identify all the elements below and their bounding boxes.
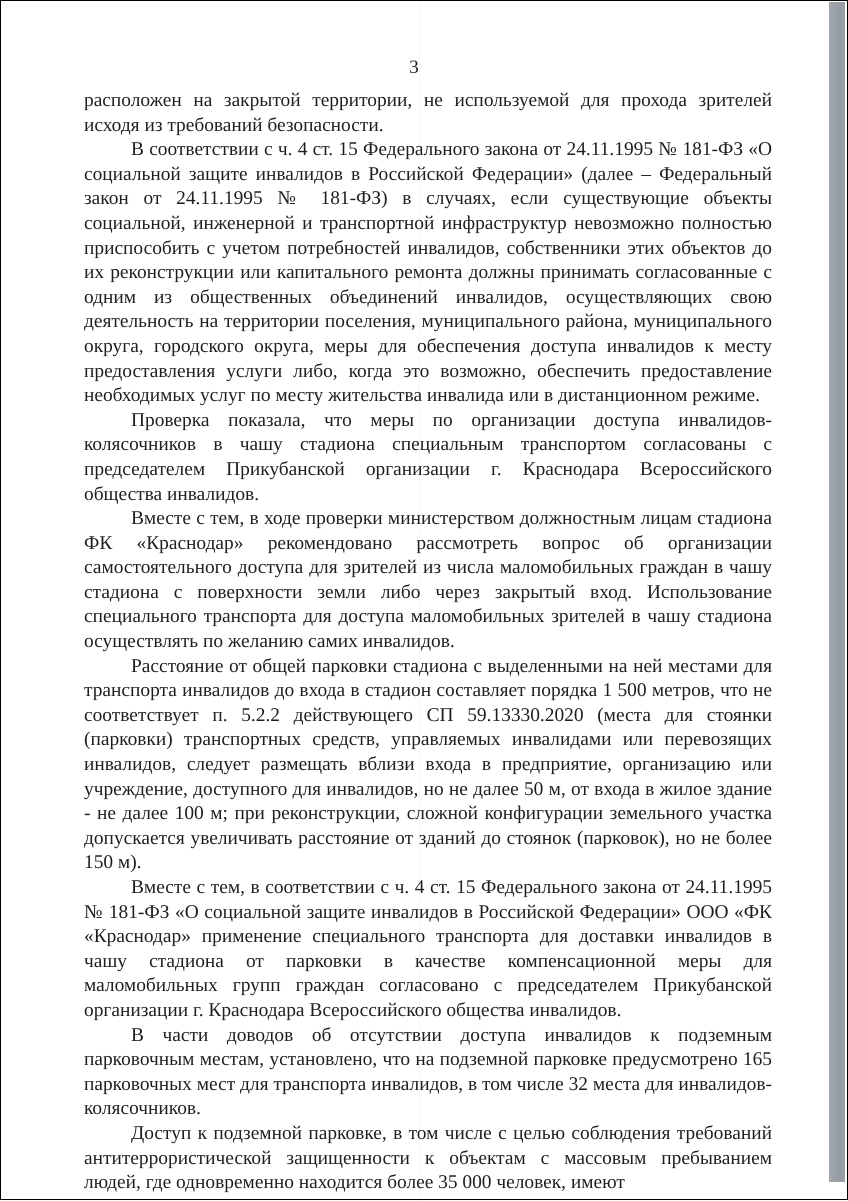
paragraph-continuation: расположен на закрытой территории, не используемой для прохода зрителей исходя из требований безопасности. <box>84 90 772 136</box>
paragraph-compensation-measure: Вместе с тем, в соответствии с ч. 4 ст. 15 Федерального закона от 24.11.1995 № 181-ФЗ «О социальной защите инвалидов в Российской Федерации» ООО «ФК «Краснодар» применение специального транспорта для доставки инвалидов в чашу стадиона от парковки в качестве компенсационной меры для маломобильных групп граждан согласовано с председателем Прикубанской организации г. Краснодара Всероссийского общества инвалидов. <box>84 877 772 1021</box>
paragraph-inspection-result: Проверка показала, что меры по организации доступа инвалидов-колясочников в чашу стадиона специальным транспортом согласованы с председателем Прикубанской организации г. Краснодара Всероссийского общества инвалидов. <box>84 409 772 505</box>
paragraph-federal-law-reference: В соответствии с ч. 4 ст. 15 Федерального закона от 24.11.1995 № 181-ФЗ «О социальной защите инвалидов в Российской Федерации» (далее – Федеральный закон от 24.11.1995 № 181-ФЗ) в случаях, если существующие объекты социальной, инженерной и транспортной инфраструктур невозможно полностью приспособить с учетом потребностей инвалидов, собственники этих объектов до их реконструкции или капитального ремонта должны принимать согласованные с одним из общественных объединений инвалидов, осуществляющих свою деятельность на территории поселения, муниципального района, муниципального округа, городского округа, меры для обеспечения доступа инвалидов к месту предоставления услуги либо, когда это возможно, обеспечить предоставление необходимых услуг по месту жительства инвалида или в дистанционном режиме. <box>84 139 772 407</box>
paragraph-underground-parking: В части доводов об отсутствии доступа инвалидов к подземным парковочным местам, установлено, что на подземной парковке предусмотрено 165 парковочных мест для транспорта инвалидов, в том числе 32 места для инвалидов-колясочников. <box>84 1024 772 1120</box>
page-number: 3 <box>409 57 419 78</box>
paragraph-recommendation: Вместе с тем, в ходе проверки министерством должностным лицам стадиона ФК «Краснодар» рекомендовано рассмотреть вопрос об организации самостоятельного доступа для зрителей из числа маломобильных граждан в чашу стадиона с поверхности земли либо через закрытый вход. Использование специального транспорта для доступа маломобильных зрителей в чашу стадиона осуществлять по желанию самих инвалидов. <box>84 508 772 653</box>
paragraph-parking-distance: Расстояние от общей парковки стадиона с выделенными на ней местами для транспорта инвалидов до входа в стадион составляет порядка 1 500 метров, что не соответствует п. 5.2.2 действующего СП 59.13330.2020 (места для стоянки (парковки) транспортных средств, управляемых инвалидами или перевозящих инвалидов, следует размещать вблизи входа в предприятие, организацию или учреждение, доступного для инвалидов, но не далее 50 м, от входа в жилое здание - не далее 100 м; при реконструкции, сложной конфигурации земельного участка допускается увеличивать расстояние от зданий до стоянок (парковок), но не более 150 м). <box>84 655 772 874</box>
document-body <box>84 89 772 1196</box>
scan-edge-strip <box>829 2 845 1182</box>
paragraph-parking-access: Доступ к подземной парковке, в том числе с целью соблюдения требований антитеррористической защищенности к объектам с массовым пребыванием людей, где одновременно находится более 35 000 человек, имеют <box>84 1122 772 1194</box>
